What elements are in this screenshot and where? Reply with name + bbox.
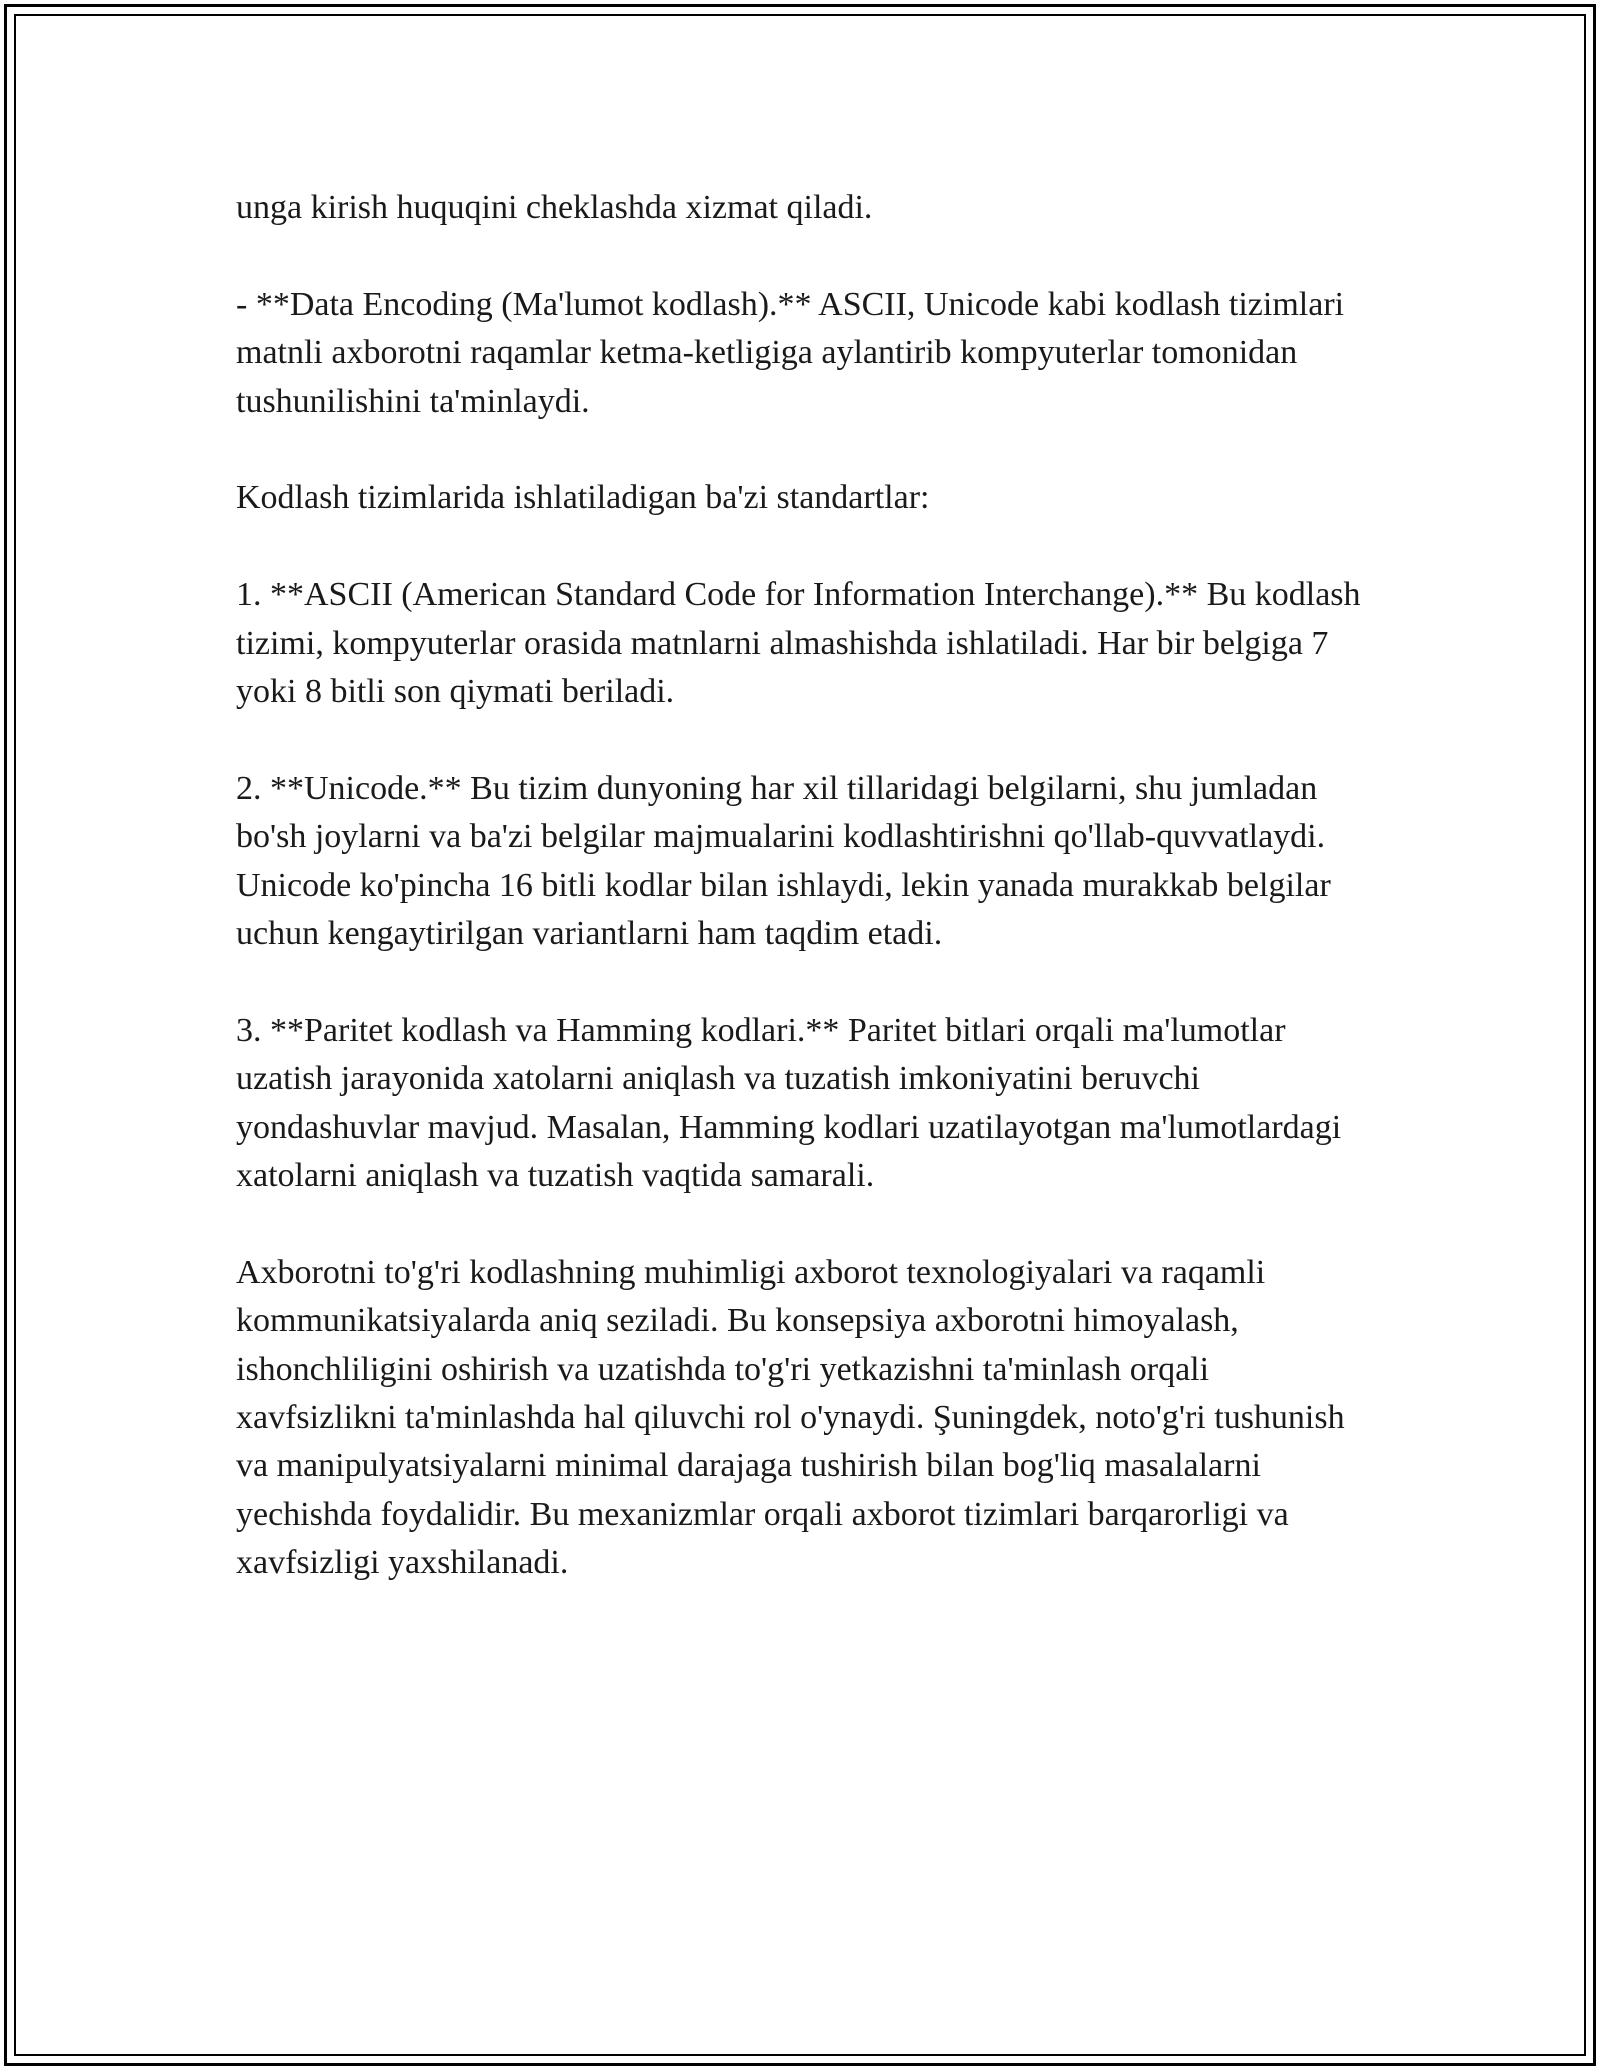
paragraph-conclusion: Axborotni to'g'ri kodlashning muhimligi axborot texnologiyalari va raqamli kommunikatsiyalarda aniq seziladi. Bu konsepsiya axborotni himoyalash, ishonchliligini oshirish va uzatishda to'g'ri yetkazishni ta'minlash orqali xavfsizlikni ta'minlashda hal qiluvchi rol o'ynaydi. Şuningdek, noto'g'ri tushunish va manipulyatsiyalarni minimal darajaga tushirish bilan bog'liq masalalarni yechishda foydalidir. Bu mexanizmlar orqali axborot tizimlari barqarorligi va xavfsizligi yaxshilanadi. [236,1253,1345,1582]
paragraph-standards-intro: Kodlash tizimlarida ishlatiladigan ba'zi standartlar: [236,479,930,517]
list-item-parity-hamming: 3. **Paritet kodlash va Hamming kodlari.** Paritet bitlari orqali ma'lumotlar uzatish jarayonida xatolarni aniqlash va tuzatish imkoniyatini beruvchi yondashuvlar mavjud. Masalan, Hamming kodlari uzatilayotgan ma'lumotlardagi xatolarni aniqlash va tuzatish vaqtida samarali. [236,1011,1342,1195]
paragraph-data-encoding: - **Data Encoding (Ma'lumot kodlash).** ASCII, Unicode kabi kodlash tizimlari matnli axborotni raqamlar ketma-ketligiga aylantirib kompyuterlar tomonidan tushunilishini ta'minlaydi. [236,285,1345,420]
paragraph-continuation: unga kirish huquqini cheklashda xizmat qiladi. [236,189,873,226]
list-item-ascii: 1. **ASCII (American Standard Code for Information Interchange).** Bu kodlash tizimi, kompyuterlar orasida matnlarni almashishda ishlatiladi. Har bir belgiga 7 yoki 8 bitli son qiymati beriladi. [236,576,1361,711]
list-item-unicode: 2. **Unicode.** Bu tizim dunyoning har xil tillaridagi belgilarni, shu jumladan bo'sh joylarni va ba'zi belgilar majmualarini kodlashtirishni qo'llab-quvvatlaydi. Unicode ko'pincha 16 bitli kodlar bilan ishlaydi, lekin yanada murakkab belgilar uchun kengaytirilgan variantlarni ham taqdim etadi. [236,769,1331,953]
document-body [236,184,1366,1636]
